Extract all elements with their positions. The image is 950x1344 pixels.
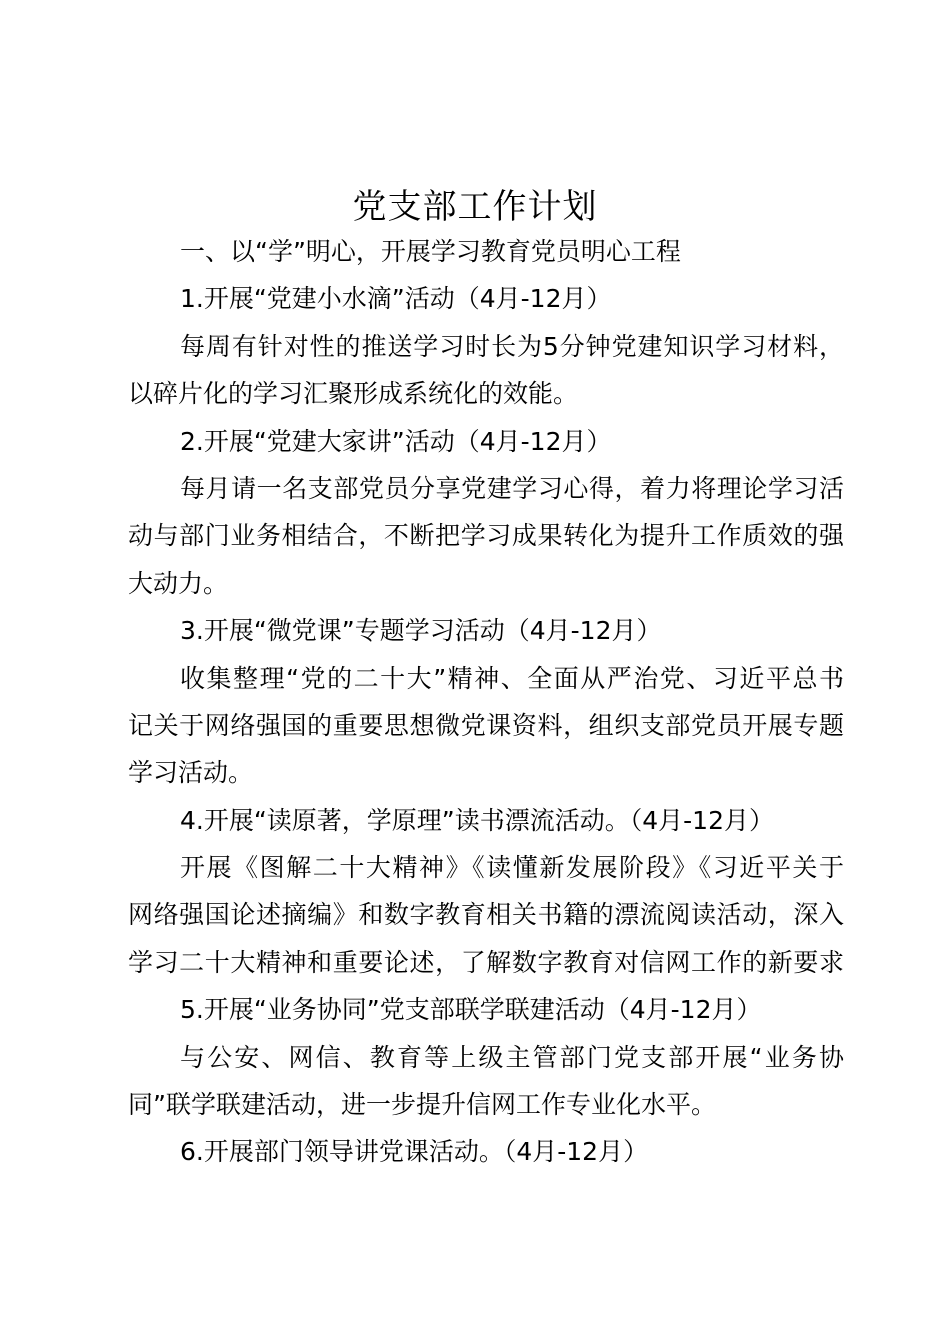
- paragraph-line: 大动力。: [128, 568, 229, 598]
- paragraph-line: 记关于网络强国的重要思想微党课资料，组织支部党员开展专题: [128, 710, 844, 740]
- activity-heading: 6.开展部门领导讲党课活动。（4月-12月）: [180, 1137, 649, 1167]
- paragraph-line: 动与部门业务相结合，不断把学习成果转化为提升工作质效的强: [128, 521, 844, 551]
- document-title: 党支部工作计划: [352, 187, 598, 227]
- document-body: [128, 228, 844, 1176]
- section-heading: 一、以“学”明心，开展学习教育党员明心工程: [180, 237, 681, 266]
- paragraph-line: 学习二十大精神和重要论述，了解数字教育对信网工作的新要求: [128, 947, 844, 977]
- activity-heading: 2.开展“党建大家讲”活动（4月-12月）: [180, 426, 612, 456]
- paragraph-line: 开展《图解二十大精神》《读懂新发展阶段》《习近平关于: [180, 853, 844, 883]
- paragraph-line: 以碎片化的学习汇聚形成系统化的效能。: [128, 379, 579, 409]
- activity-heading: 3.开展“微党课”专题学习活动（4月-12月）: [180, 616, 662, 646]
- activity-heading: 4.开展“读原著，学原理”读书漂流活动。（4月-12月）: [180, 805, 774, 835]
- paragraph-line: 学习活动。: [128, 758, 254, 788]
- paragraph-line: 与公安、网信、教育等上级主管部门党支部开展“业务协: [180, 1042, 844, 1072]
- paragraph-line: 每月请一名支部党员分享党建学习心得，着力将理论学习活: [180, 473, 844, 503]
- activity-heading: 5.开展“业务协同”党支部联学联建活动（4月-12月）: [180, 995, 762, 1025]
- paragraph-line: 网络强国论述摘编》和数字教育相关书籍的漂流阅读活动，深入: [128, 900, 844, 930]
- activity-heading: 1.开展“党建小水滴”活动（4月-12月）: [180, 284, 612, 314]
- paragraph-line: 每周有针对性的推送学习时长为5分钟党建知识学习材料，: [180, 331, 844, 361]
- paragraph-line: 同”联学联建活动，进一步提升信网工作专业化水平。: [128, 1090, 716, 1120]
- paragraph-line: 收集整理“党的二十大”精神、全面从严治党、习近平总书: [180, 663, 844, 693]
